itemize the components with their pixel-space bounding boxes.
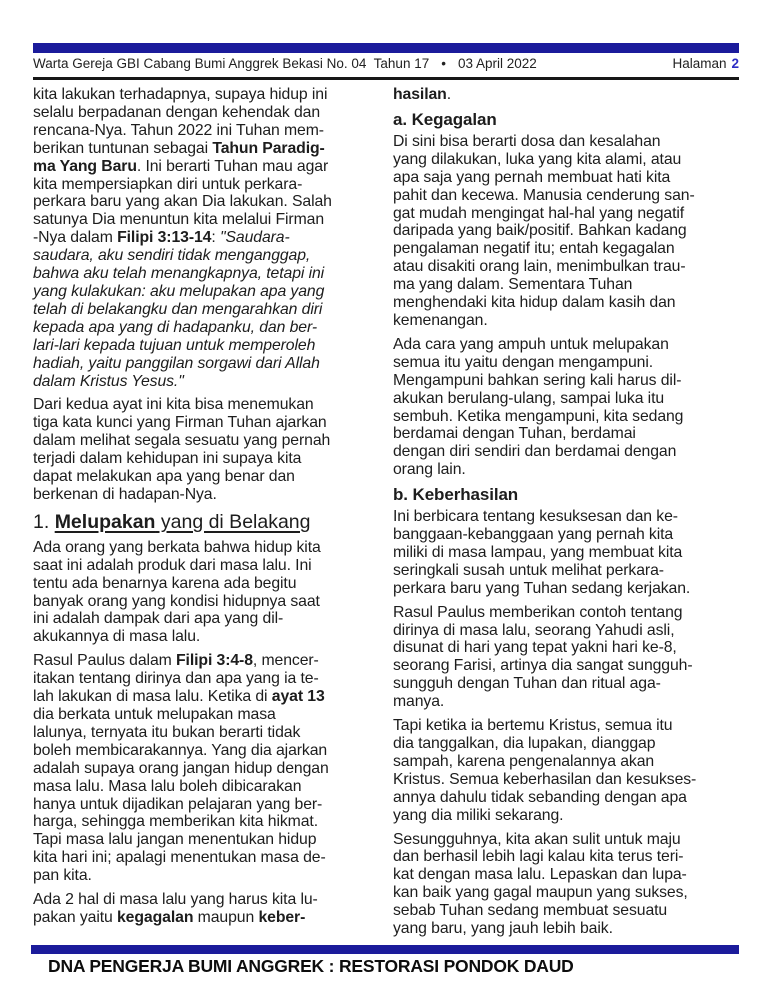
text-line	[33, 301, 379, 319]
text-line	[33, 706, 379, 724]
text-line	[33, 796, 379, 814]
text-line	[393, 258, 739, 276]
text-line	[393, 151, 739, 169]
text-line	[33, 468, 379, 486]
text-line	[33, 628, 379, 646]
text-run: adalah supaya orang jangan hidup dengan	[33, 759, 329, 777]
text-line	[33, 891, 379, 909]
paragraph	[393, 604, 739, 711]
text-run: hasilan	[393, 86, 447, 103]
text-line	[393, 294, 739, 312]
text-run: banggaan-kebanggaan yang pernah kita	[393, 526, 674, 544]
text-line	[393, 735, 739, 753]
text-run: semua itu yaitu dengan mengampuni.	[393, 353, 654, 371]
text-line	[33, 575, 379, 593]
text-line	[393, 508, 739, 526]
text-run: selalu berpadanan dengan kehendak dan	[33, 103, 321, 121]
text-run: kan baik yang gagal maupun yang sukses,	[393, 884, 688, 902]
text-run: kita lakukan terhadapnya, supaya hidup ini	[33, 86, 328, 103]
footer-banner: DNA PENGERJA BUMI ANGGREK : RESTORASI PONDOK DAUD	[48, 956, 574, 976]
text-run: sampah, karena pengenalannya akan	[393, 752, 655, 770]
text-run: ma Yang Baru	[33, 157, 137, 175]
text-line	[33, 652, 379, 670]
text-run: yang dia miliki sekarang.	[393, 806, 564, 824]
text-run: miliki di masa lampau, yang membuat kita	[393, 543, 683, 561]
text-line	[33, 486, 379, 504]
text-run: boleh membicarakannya. Yang dia ajarkan	[33, 741, 328, 759]
text-line	[33, 593, 379, 611]
text-run: seorang Farisi, artinya dia sangat sungguh-	[393, 657, 693, 675]
text-run: ayat 13	[271, 688, 325, 706]
text-line	[393, 240, 739, 258]
text-line	[33, 432, 379, 450]
text-line	[33, 778, 379, 796]
text-line	[393, 390, 739, 408]
text-run: hanya untuk dijadikan pelajaran yang ber-	[33, 795, 323, 813]
text-run: gat mudah mengingat hal-hal yang negatif	[393, 204, 685, 222]
text-line	[33, 176, 379, 194]
bullet-separator: •	[441, 56, 446, 71]
text-line	[393, 336, 739, 354]
text-run: kegagalan	[117, 908, 194, 926]
text-run: itakan tentang dirinya dan apa yang ia te-	[33, 670, 319, 688]
article-columns	[33, 86, 739, 944]
text-line	[393, 86, 739, 104]
text-line	[33, 355, 379, 373]
text-line	[33, 211, 379, 229]
text-line	[33, 510, 379, 535]
footer-accent-bar	[31, 945, 739, 954]
text-line	[33, 337, 379, 355]
text-line	[393, 920, 739, 938]
text-run: berkenan di hadapan-Nya.	[33, 485, 217, 503]
text-run: . Ini berarti Tuhan mau agar	[136, 157, 329, 175]
text-run: perkara baru yang Tuhan sedang kerjakan.	[393, 579, 691, 597]
text-line	[33, 414, 379, 432]
text-run: pan kita.	[33, 867, 92, 885]
section-heading	[393, 485, 739, 504]
text-line	[33, 867, 379, 885]
text-line	[393, 848, 739, 866]
text-line	[393, 187, 739, 205]
text-line	[393, 622, 739, 640]
text-line	[33, 557, 379, 575]
section-heading	[33, 510, 379, 535]
text-run: , mencer-	[252, 652, 319, 670]
text-line	[393, 222, 739, 240]
text-run: pahit dan kecewa. Manusia cenderung san-	[393, 186, 695, 204]
text-run: harga, sehingga memberikan kita hikmat.	[33, 813, 318, 831]
text-line	[33, 724, 379, 742]
masthead	[33, 56, 739, 71]
text-line	[393, 544, 739, 562]
paragraph	[33, 891, 379, 927]
text-run: dia berkata untuk melupakan masa	[33, 706, 276, 723]
column-left	[33, 86, 379, 944]
text-run: Ada cara yang ampuh untuk melupakan	[393, 335, 669, 353]
page-number: 2	[731, 56, 739, 71]
text-run: pengalaman negatif itu; entah kegagalan	[393, 240, 675, 258]
text-line	[393, 354, 739, 372]
section-heading	[393, 110, 739, 129]
page-label: Halaman	[672, 56, 727, 71]
text-line	[33, 319, 379, 337]
text-run: lari-lari kepada tujuan untuk memperoleh	[33, 336, 316, 354]
header-accent-bar	[33, 43, 739, 53]
text-run: keber-	[258, 908, 306, 926]
text-line	[33, 158, 379, 176]
text-run: saat ini adalah produk dari masa lalu. Ini	[33, 556, 312, 574]
text-run: yang dilakukan, luka yang kita alami, atau	[393, 150, 682, 168]
text-run: Filipi 3:4-8	[175, 652, 253, 670]
text-line	[393, 675, 739, 693]
text-run: 1.	[33, 510, 55, 533]
text-line	[33, 247, 379, 265]
text-line	[33, 610, 379, 628]
text-line	[393, 753, 739, 771]
text-run: b. Keberhasilan	[393, 485, 519, 505]
text-run: akukannya di masa lalu.	[33, 628, 201, 646]
text-line	[33, 86, 379, 104]
text-run: Dari kedua ayat ini kita bisa menemukan	[33, 396, 314, 414]
text-run: yang kulakukan: aku melupakan apa yang	[33, 282, 325, 300]
text-run: Tahun Paradig-	[212, 139, 325, 157]
header-rule	[33, 77, 739, 80]
text-line	[33, 849, 379, 867]
text-run: :	[211, 229, 220, 247]
text-line	[33, 450, 379, 468]
text-run: tiga kata kunci yang Firman Tuhan ajarkan	[33, 414, 327, 432]
text-run: banyak orang yang kondisi hidupnya saat	[33, 592, 320, 610]
text-line	[393, 604, 739, 622]
text-run: satunya Dia menuntun kita melalui Firman	[33, 211, 325, 229]
text-run: daripada yang baik/positif. Bahkan kadang	[393, 222, 687, 240]
text-line	[393, 902, 739, 920]
text-run: sebab Tuhan sedang membuat sesuatu	[393, 902, 668, 920]
paragraph	[33, 396, 379, 503]
text-run: rencana-Nya. Tahun 2022 ini Tuhan mem-	[33, 121, 324, 139]
issue-info: Warta Gereja GBI Cabang Bumi Anggrek Bekasi No. 04 Tahun 17	[33, 56, 430, 71]
text-line	[33, 193, 379, 211]
text-run: ma yang dalam. Sementara Tuhan	[393, 276, 633, 294]
text-line	[393, 562, 739, 580]
paragraph	[33, 652, 379, 885]
text-run: sungguh dengan Tuhan dan ritual aga-	[393, 675, 661, 693]
text-run: tentu ada benarnya karena ada begitu	[33, 574, 297, 592]
text-run: berdamai dengan Tuhan, berdamai	[393, 425, 636, 443]
paragraph	[393, 508, 739, 598]
text-run: Di sini bisa berarti dosa dan kesalahan	[393, 132, 661, 150]
text-run: .	[446, 86, 452, 103]
text-run: Filipi 3:13-14	[117, 229, 212, 247]
text-run: Ini berbicara tentang kesuksesan dan ke-	[393, 508, 678, 526]
text-line	[393, 408, 739, 426]
text-line	[33, 140, 379, 158]
text-run: akukan berulang-ulang, sampai luka itu	[393, 389, 665, 407]
text-run: disunat di hari yang tepat yakni hari ke-8,	[393, 639, 677, 657]
text-run: Ada 2 hal di masa lalu yang harus kita lu-	[33, 891, 318, 909]
text-run: sembuh. Ketika mengampuni, kita sedang	[393, 407, 684, 425]
text-run: kita mempersiapkan diri untuk perkara-	[33, 175, 303, 193]
text-line	[393, 789, 739, 807]
text-line	[33, 742, 379, 760]
text-run: dirinya di masa lalu, seorang Yahudi asli,	[393, 621, 675, 639]
text-run: kepada apa yang di hadapanku, dan ber-	[33, 318, 317, 336]
paragraph	[393, 86, 739, 104]
text-run: perkara baru yang akan Dia lakukan. Salah	[33, 193, 332, 211]
text-run: Melupakan	[54, 510, 156, 533]
text-line	[33, 760, 379, 778]
text-run: kat dengan masa lalu. Lepaskan dan lupa-	[393, 866, 687, 884]
text-run: dia tanggalkan, dia lupakan, dianggap	[393, 735, 656, 752]
text-line	[33, 831, 379, 849]
text-line	[33, 909, 379, 927]
text-run: maupun	[193, 908, 259, 926]
text-line	[393, 771, 739, 789]
text-line	[393, 693, 739, 711]
text-run: saudara, aku sendiri tidak menganggap,	[33, 247, 311, 265]
column-right	[393, 86, 739, 944]
text-line	[33, 670, 379, 688]
text-line	[393, 884, 739, 902]
text-line	[393, 205, 739, 223]
text-line	[393, 425, 739, 443]
text-run: Sesungguhnya, kita akan sulit untuk maju	[393, 830, 681, 848]
text-run: annya dahulu tidak sebanding dengan apa	[393, 788, 687, 806]
text-run: yang baru, yang jauh lebih baik.	[393, 920, 613, 938]
text-line	[33, 229, 379, 247]
paragraph	[393, 831, 739, 938]
text-line	[393, 831, 739, 849]
text-run: seringkali susah untuk melihat perkara-	[393, 561, 664, 579]
paragraph	[393, 133, 739, 330]
text-line	[393, 639, 739, 657]
text-run: dapat melakukan apa yang benar dan	[33, 468, 295, 486]
text-run: Ada orang yang berkata bahwa hidup kita	[33, 538, 321, 556]
text-line	[393, 866, 739, 884]
text-line	[393, 485, 739, 504]
text-line	[33, 373, 379, 391]
text-run: lalunya, ternyata itu bukan berarti tidak	[33, 723, 301, 741]
text-run: berikan tuntunan sebagai	[33, 139, 213, 157]
text-run: lah lakukan di masa lalu. Ketika di	[33, 688, 272, 706]
text-run: "Saudara-	[219, 229, 290, 247]
text-line	[393, 717, 739, 735]
text-run: dalam Kristus Yesus."	[33, 372, 184, 390]
text-run: atau disakiti orang lain, menimbulkan trau-	[393, 258, 686, 276]
text-line	[393, 526, 739, 544]
paragraph	[393, 336, 739, 479]
text-run: Rasul Paulus memberikan contoh tentang	[393, 603, 683, 621]
text-run: hadiah, yaitu panggilan sorgawi dari Allah	[33, 354, 320, 372]
issue-date: 03 April 2022	[457, 56, 537, 71]
text-run: masa lalu. Masa lalu boleh dibicarakan	[33, 777, 302, 795]
text-line	[33, 688, 379, 706]
text-line	[33, 265, 379, 283]
text-run: -Nya dalam	[33, 229, 118, 247]
text-line	[393, 133, 739, 151]
text-line	[393, 461, 739, 479]
text-run: kemenangan.	[393, 311, 488, 329]
text-run: Tapi ketika ia bertemu Kristus, semua itu	[393, 717, 673, 735]
text-run: pakan yaitu	[33, 908, 117, 926]
text-line	[393, 169, 739, 187]
text-run: kita hari ini; apalagi menentukan masa de-	[33, 849, 326, 867]
text-line	[393, 312, 739, 330]
text-line	[393, 807, 739, 825]
text-run: Mengampuni bahkan sering kali harus dil-	[393, 371, 682, 389]
paragraph	[393, 717, 739, 824]
text-run: Rasul Paulus dalam	[33, 652, 176, 670]
text-run: a. Kegagalan	[393, 109, 497, 129]
text-run: orang lain.	[393, 461, 466, 479]
text-line	[393, 657, 739, 675]
text-run: apa saja yang pernah membuat hati kita	[393, 168, 671, 186]
text-run: yang di Belakang	[155, 510, 311, 533]
text-run: bahwa aku telah menangkapnya, tetapi ini	[33, 265, 325, 283]
text-line	[393, 443, 739, 461]
text-run: Tapi masa lalu jangan menentukan hidup	[33, 831, 317, 849]
text-line	[33, 396, 379, 414]
text-run: Kristus. Semua keberhasilan dan kesukses-	[393, 770, 697, 788]
paragraph	[33, 86, 379, 390]
text-run: telah di belakangku dan mengarahkan diri	[33, 300, 323, 318]
text-run: dan berhasil lebih lagi kalau kita terus teri-	[393, 848, 684, 866]
text-line	[393, 372, 739, 390]
text-run: ini adalah dampak dari apa yang dil-	[33, 610, 284, 628]
text-line	[33, 539, 379, 557]
text-run: manya.	[393, 693, 445, 711]
text-run: dengan diri sendiri dan berdamai dengan	[393, 443, 677, 461]
text-run: dalam melihat segala sesuatu yang pernah	[33, 432, 331, 450]
text-line	[33, 813, 379, 831]
text-run: menghendaki kita hidup dalam kasih dan	[393, 294, 676, 312]
text-line	[33, 122, 379, 140]
text-line	[393, 580, 739, 598]
text-run: terjadi dalam kehidupan ini supaya kita	[33, 450, 302, 468]
paragraph	[33, 539, 379, 646]
text-line	[393, 276, 739, 294]
text-line	[393, 110, 739, 129]
text-line	[33, 283, 379, 301]
text-line	[33, 104, 379, 122]
